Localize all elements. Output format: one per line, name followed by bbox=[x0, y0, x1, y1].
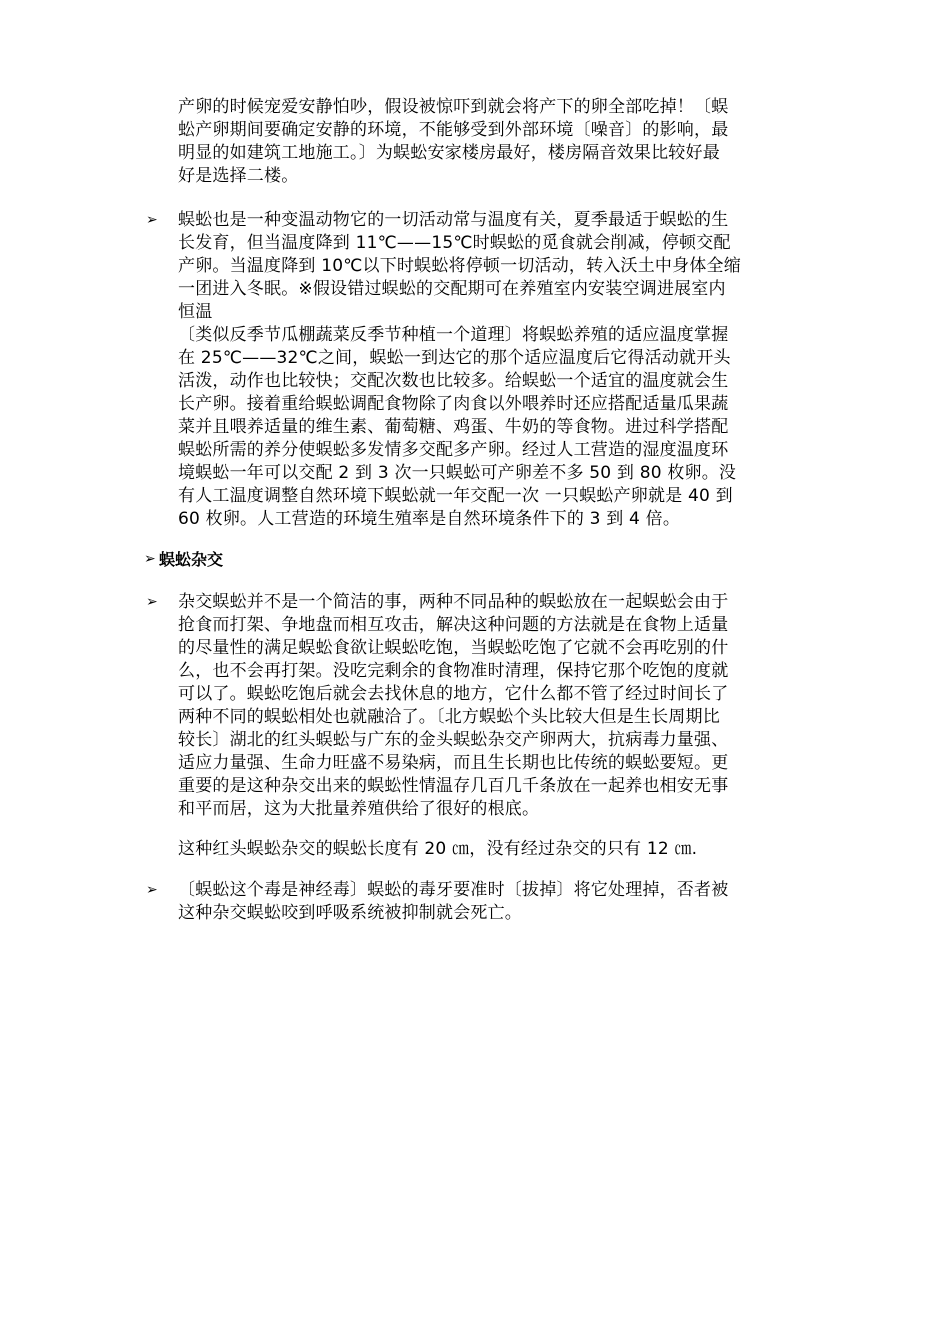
text-line: 产卵的时候宠爱安静怕吵，假设被惊吓到就会将产下的卵全部吃掉！〔蜈 bbox=[178, 97, 729, 117]
text-line: 这种杂交蜈蚣咬到呼吸系统被抑制就会死亡。 bbox=[178, 903, 522, 923]
text-line: 有人工温度调整自然环境下蜈蚣就一年交配一次 一只蜈蚣产卵就是 40 到 bbox=[178, 486, 733, 506]
paragraph-length-note: 这种红头蜈蚣杂交的蜈蚣长度有 20 ㎝，没有经过杂交的只有 12 ㎝. bbox=[178, 839, 698, 859]
text-line: 活泼，动作也比较快；交配次数也比较多。给蜈蚣一个适宜的温度就会生 bbox=[178, 371, 729, 391]
bullet-arrow-icon: ➢ bbox=[146, 882, 158, 898]
text-line: 蜈蚣也是一种变温动物它的一切活动常与温度有关，夏季最适于蜈蚣的生 bbox=[178, 210, 729, 230]
text-line: 的尽量性的满足蜈蚣食欲让蜈蚣吃饱，当蜈蚣吃饱了它就不会再吃别的什 bbox=[178, 638, 729, 658]
text-line: 境蜈蚣一年可以交配 2 到 3 次一只蜈蚣可产卵差不多 50 到 80 枚卵。没 bbox=[178, 463, 737, 483]
text-line: 菜并且喂养适量的维生素、葡萄糖、鸡蛋、牛奶的等食物。进过科学搭配 bbox=[178, 417, 729, 437]
text-line: 长发育，但当温度降到 11℃——15℃时蜈蚣的觅食就会削减，停顿交配 bbox=[178, 233, 731, 253]
text-line: 恒温 bbox=[178, 302, 213, 322]
bullet-arrow-icon: ➢ bbox=[146, 594, 158, 610]
text-line: 杂交蜈蚣并不是一个简洁的事，两种不同品种的蜈蚣放在一起蜈蚣会由于 bbox=[178, 592, 729, 612]
text-line: 抢食而打架、争地盘而相互攻击，解决这种问题的方法就是在食物上适量 bbox=[178, 615, 729, 635]
text-line: 重要的是这种杂交出来的蜈蚣性情温存几百几千条放在一起养也相安无事 bbox=[178, 776, 729, 796]
text-line: 两种不同的蜈蚣相处也就融洽了。〔北方蜈蚣个头比较大但是生长周期比 bbox=[178, 707, 720, 727]
text-line: 长产卵。接着重给蜈蚣调配食物除了肉食以外喂养时还应搭配适量瓜果蔬 bbox=[178, 394, 729, 414]
text-line: 蜈蚣所需的养分使蜈蚣多发情多交配多产卵。经过人工营造的湿度温度环 bbox=[178, 440, 729, 460]
text-line: 〔类似反季节瓜棚蔬菜反季节种植一个道理〕将蜈蚣养殖的适应温度掌握 bbox=[178, 325, 729, 345]
text-line: 60 枚卵。人工营造的环境生殖率是自然环境条件下的 3 到 4 倍。 bbox=[178, 509, 681, 529]
heading-text: 蜈蚣杂交 bbox=[159, 550, 224, 569]
text-line: 一团进入冬眠。※假设错过蜈蚣的交配期可在养殖室内安装空调进展室内 bbox=[178, 279, 726, 299]
text-line: 适应力量强、生命力旺盛不易染病，而且生长期也比传统的蜈蚣要短。更 bbox=[178, 753, 729, 773]
bullet-arrow-icon: ➢ bbox=[144, 551, 156, 567]
text-line: 和平而居，这为大批量养殖供给了很好的根底。 bbox=[178, 799, 540, 819]
text-line: 〔蜈蚣这个毒是神经毒〕蜈蚣的毒牙要准时〔拔掉〕将它处理掉，否者被 bbox=[178, 880, 729, 900]
text-line: 好是选择二楼。 bbox=[178, 166, 299, 186]
text-line: 较长〕湖北的红头蜈蚣与广东的金头蜈蚣杂交产卵两大，抗病毒力量强、 bbox=[178, 730, 729, 750]
text-line: 可以了。蜈蚣吃饱后就会去找休息的地方，它什么都不管了经过时间长了 bbox=[178, 684, 729, 704]
bullet-arrow-icon: ➢ bbox=[146, 212, 158, 228]
text-line: 在 25℃——32℃之间，蜈蚣一到达它的那个适应温度后它得活动就开头 bbox=[178, 348, 731, 368]
text-line: 明显的如建筑工地施工。〕为蜈蚣安家楼房最好，楼房隔音效果比较好最 bbox=[178, 143, 720, 163]
text-line: 蚣产卵期间要确定安静的环境，不能够受到外部环境〔噪音〕的影响，最 bbox=[178, 120, 729, 140]
text-line: 么，也不会再打架。没吃完剩余的食物准时清理，保持它那个吃饱的度就 bbox=[178, 661, 729, 681]
text-line: 产卵。当温度降到 10℃以下时蜈蚣将停顿一切活动，转入沃土中身体全缩 bbox=[178, 256, 741, 276]
